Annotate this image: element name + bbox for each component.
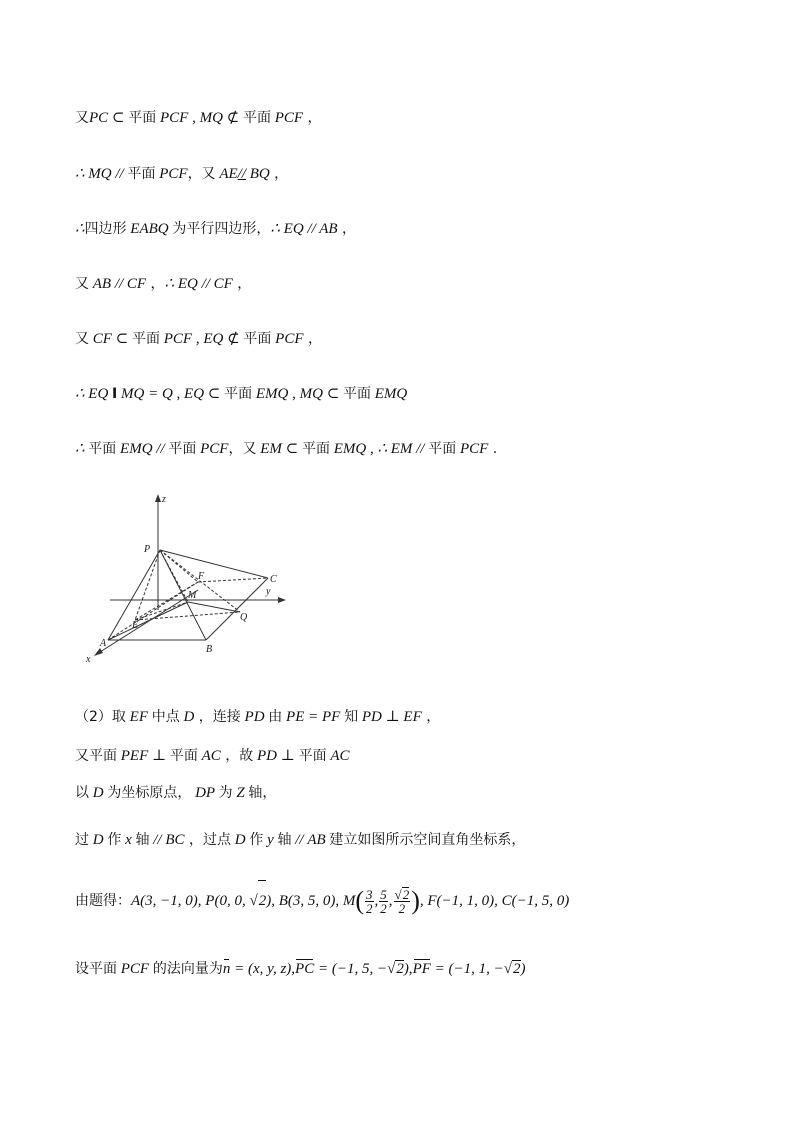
text-line-5: 又 CF ⊂ 平面 PCF , EQ ⊄ 平面 PCF ，: [75, 331, 322, 347]
text-line-6: ∴ EQ I MQ = Q , EQ ⊂ 平面 EMQ , MQ ⊂ 平面 EMQ: [75, 386, 408, 402]
label-F: F: [198, 571, 205, 582]
text-line-10: 以 D 为坐标原点， DP 为 Z 轴，: [75, 785, 277, 801]
label-B: B: [206, 644, 213, 655]
text-line-12: 由题得：A(3, −1, 0), P(0, 0, √2), B(3, 5, 0), M( $\frac{3}{2}$ , $\frac{5}{2}$ , $\frac{√2}{2}$ ), F(−1, 1, 0), C(−1, 5, 0): [75, 880, 569, 921]
edge-EQ: [135, 612, 240, 620]
text-line-13: 设平面 PCF 的法向量为n = (x, y, z),PC = (−1, 5, −√2),PF = (−1, 1, −√2): [75, 961, 526, 977]
label-C: C: [270, 574, 277, 585]
label-z: z: [162, 494, 166, 505]
y-axis-arrow: [278, 597, 286, 603]
label-E: E: [132, 620, 139, 631]
geometry-figure: [80, 490, 300, 670]
text-line-3: ∴四边形 EABQ 为平行四边形，∴ EQ // AB ，: [75, 221, 357, 237]
label-y: y: [266, 586, 271, 597]
text-line-7: ∴ 平面 EMQ // 平面 PCF，又 EM ⊂ 平面 EMQ , ∴ EM // 平面 PCF .: [75, 441, 498, 457]
label-M: M: [188, 590, 197, 601]
edge-FC: [198, 578, 268, 582]
z-axis-arrow: [155, 494, 161, 502]
fraction-5-2: $\frac{5}{2}$: [380, 886, 387, 916]
fraction-sqrt2-2: $\frac{√2}{2}$: [394, 887, 410, 916]
text-line-9: 又平面 PEF ⊥ 平面 AC ，故 PD ⊥ 平面 AC: [75, 748, 350, 764]
text-line-8: （2）取 EF 中点 D ，连接 PD 由 PE = PF 知 PD ⊥ EF ，: [75, 709, 441, 725]
edge-MQ: [188, 602, 240, 612]
edge-AF: [108, 582, 198, 640]
fraction-3-2: $\frac{3}{2}$: [366, 886, 373, 916]
label-A: A: [100, 638, 107, 649]
label-Q: Q: [240, 612, 248, 623]
text-line-2: ∴ MQ // 平面 PCF，又 AE// BQ ，: [75, 166, 289, 182]
edge-AM: [108, 602, 188, 640]
text-line-1: 又PC ⊂ 平面 PCF , MQ ⊄ 平面 PCF ，: [75, 110, 322, 126]
text-line-4: 又 AB // CF ，∴ EQ // CF ，: [75, 276, 252, 292]
x-axis-arrow: [94, 648, 103, 656]
label-P: P: [144, 544, 151, 555]
edge-CB: [206, 578, 268, 640]
label-x: x: [86, 654, 91, 665]
text-line-11: 过 D 作 x 轴 // BC ，过点 D 作 y 轴 // AB 建立如图所示空间直角坐标系，: [75, 832, 526, 848]
